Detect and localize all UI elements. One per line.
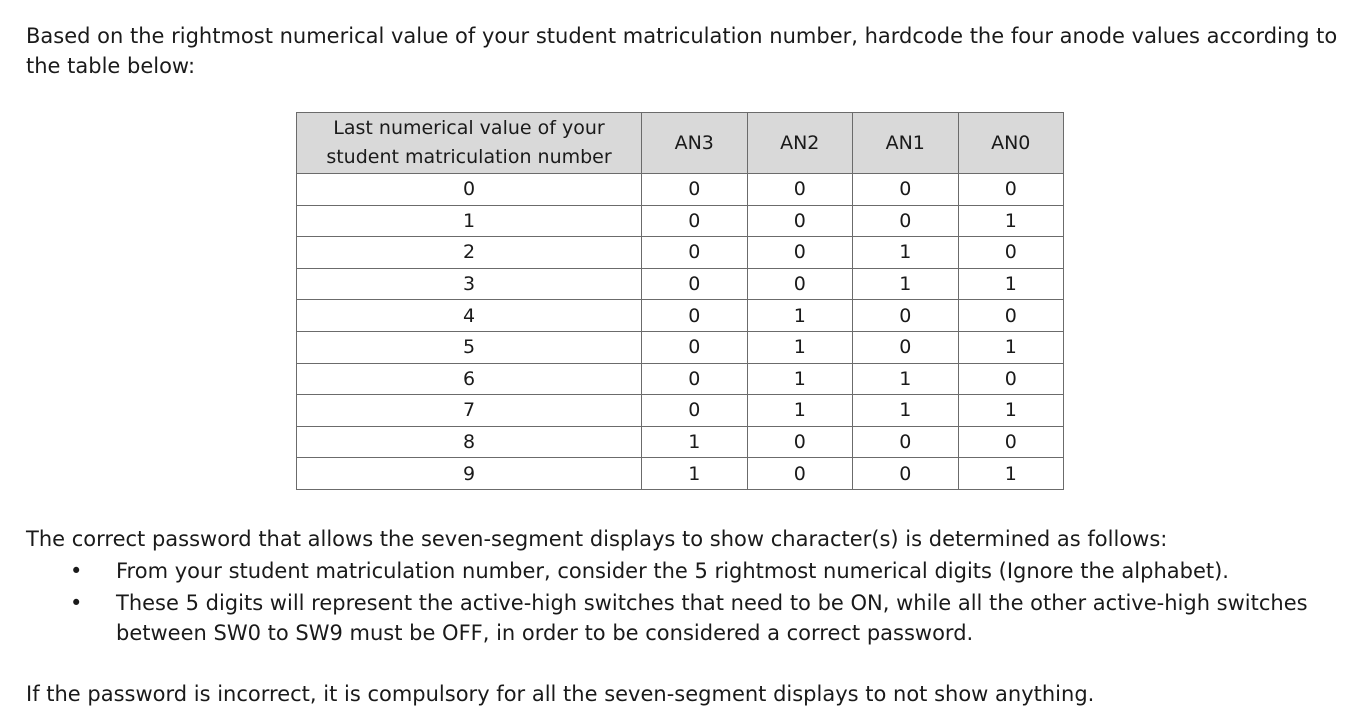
cell-an0: 1 xyxy=(958,331,1064,363)
cell-last-value: 5 xyxy=(297,331,642,363)
header-last-value: Last numerical value of your student matriculation number xyxy=(297,113,642,174)
cell-last-value: 3 xyxy=(297,268,642,300)
cell-an2: 1 xyxy=(747,395,853,427)
list-item-text: From your student matriculation number, consider the 5 rightmost numerical digits (Ignore the alphabet). xyxy=(116,559,1229,583)
cell-an1: 0 xyxy=(853,426,959,458)
cell-an3: 0 xyxy=(642,395,748,427)
table-row xyxy=(297,363,1064,395)
cell-an3: 0 xyxy=(642,268,748,300)
table-header-row xyxy=(297,113,1064,174)
bullet-icon: • xyxy=(70,591,83,615)
table-row xyxy=(297,174,1064,206)
cell-an3: 0 xyxy=(642,237,748,269)
cell-an0: 0 xyxy=(958,363,1064,395)
cell-an3: 1 xyxy=(642,426,748,458)
cell-an3: 0 xyxy=(642,363,748,395)
anode-values-table xyxy=(296,112,1064,490)
cell-last-value: 2 xyxy=(297,237,642,269)
cell-an0: 0 xyxy=(958,174,1064,206)
table-row xyxy=(297,331,1064,363)
cell-an3: 0 xyxy=(642,331,748,363)
final-note: If the password is incorrect, it is compulsory for all the seven-segment displays to not show anything. xyxy=(26,682,1095,706)
list-item xyxy=(26,588,1346,648)
cell-an0: 0 xyxy=(958,237,1064,269)
cell-an2: 0 xyxy=(747,237,853,269)
cell-an1: 0 xyxy=(853,300,959,332)
cell-last-value: 1 xyxy=(297,205,642,237)
cell-an1: 0 xyxy=(853,205,959,237)
cell-an2: 1 xyxy=(747,300,853,332)
cell-an3: 1 xyxy=(642,458,748,490)
cell-an0: 1 xyxy=(958,268,1064,300)
header-an2: AN2 xyxy=(747,113,853,174)
cell-an0: 1 xyxy=(958,395,1064,427)
cell-an0: 1 xyxy=(958,458,1064,490)
cell-an1: 1 xyxy=(853,268,959,300)
table-row xyxy=(297,237,1064,269)
password-section xyxy=(26,524,1346,650)
cell-an1: 1 xyxy=(853,395,959,427)
table-row xyxy=(297,458,1064,490)
cell-an1: 1 xyxy=(853,363,959,395)
cell-an2: 0 xyxy=(747,205,853,237)
cell-an0: 1 xyxy=(958,205,1064,237)
cell-an2: 0 xyxy=(747,174,853,206)
cell-an3: 0 xyxy=(642,205,748,237)
list-item-text: These 5 digits will represent the active-high switches that need to be ON, while all the other active-high switches between SW0 to SW9 must be OFF, in order to be considered a correct password. xyxy=(116,591,1308,645)
cell-an1: 1 xyxy=(853,237,959,269)
cell-last-value: 6 xyxy=(297,363,642,395)
cell-an2: 0 xyxy=(747,458,853,490)
cell-an1: 0 xyxy=(853,458,959,490)
header-an3: AN3 xyxy=(642,113,748,174)
cell-an3: 0 xyxy=(642,174,748,206)
cell-an2: 0 xyxy=(747,268,853,300)
cell-last-value: 0 xyxy=(297,174,642,206)
cell-an0: 0 xyxy=(958,426,1064,458)
cell-an2: 1 xyxy=(747,363,853,395)
cell-last-value: 7 xyxy=(297,395,642,427)
table-body xyxy=(297,174,1064,490)
cell-last-value: 9 xyxy=(297,458,642,490)
list-item xyxy=(26,556,1346,586)
table-row xyxy=(297,426,1064,458)
cell-an2: 0 xyxy=(747,426,853,458)
table-row xyxy=(297,300,1064,332)
cell-an2: 1 xyxy=(747,331,853,363)
table-row xyxy=(297,268,1064,300)
table-row xyxy=(297,205,1064,237)
header-an0: AN0 xyxy=(958,113,1064,174)
cell-an3: 0 xyxy=(642,300,748,332)
cell-an0: 0 xyxy=(958,300,1064,332)
password-rules-list xyxy=(26,556,1346,648)
cell-an1: 0 xyxy=(853,331,959,363)
bullet-icon: • xyxy=(70,559,83,583)
cell-last-value: 8 xyxy=(297,426,642,458)
intro-paragraph: Based on the rightmost numerical value of your student matriculation number, hardcode the four anode values according to the table below: xyxy=(26,24,1338,78)
header-an1: AN1 xyxy=(853,113,959,174)
password-intro: The correct password that allows the seven-segment displays to show character(s) is determined as follows: xyxy=(26,527,1168,551)
cell-an1: 0 xyxy=(853,174,959,206)
cell-last-value: 4 xyxy=(297,300,642,332)
table-row xyxy=(297,395,1064,427)
